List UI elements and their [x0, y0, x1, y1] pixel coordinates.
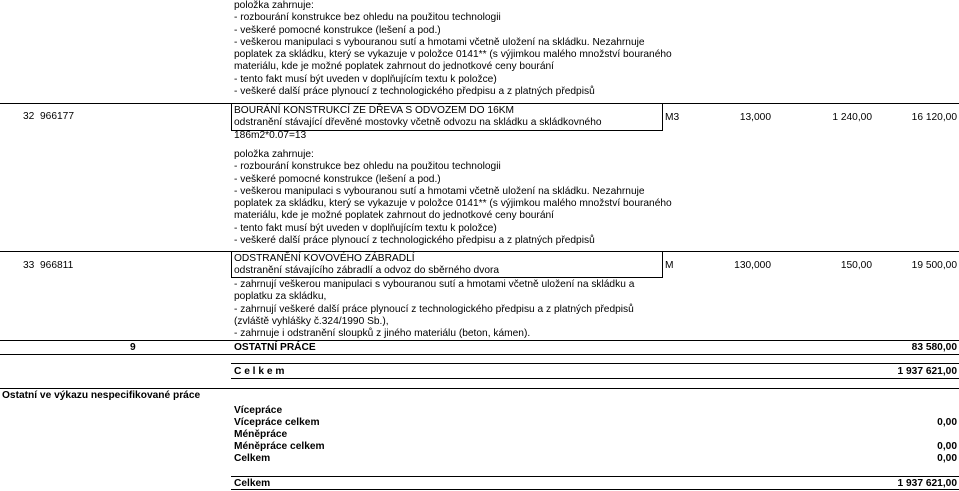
description-line: poplatek za skládku, který se vykazuje v položce 0141** (s výjimkou malého množství bouraného [234, 49, 672, 61]
item-total: 19 500,00 [911, 260, 957, 271]
item-quantity: 130,000 [734, 260, 771, 271]
row-divider [0, 103, 959, 104]
final-total-divider [231, 476, 959, 477]
other-total-value: 0,00 [937, 453, 957, 464]
note-line: - zahrnují veškerou manipulaci s vybouranou sutí a hmotami včetně uložení na skládku a [234, 279, 635, 290]
final-total-label: Celkem [234, 478, 271, 489]
item-quantity: 13,000 [739, 112, 771, 123]
item-unit: M [665, 260, 674, 271]
item-total: 16 120,00 [911, 112, 957, 123]
item-notes [234, 149, 672, 247]
less-work-total-value: 0,00 [937, 441, 957, 452]
final-total-value: 1 937 621,00 [897, 478, 957, 489]
item-code: 966177 [40, 111, 74, 122]
note-line: - veškeré další práce plynoucí z technologického předpisu a z platných předpisů [234, 235, 595, 247]
note-line: - rozbourání konstrukce bez ohledu na použitou technologii [234, 161, 501, 173]
item-subtitle: odstranění stávající dřevěné mostovky včetně odvozu na skládku a skládkovného [234, 117, 602, 128]
description-line: - tento fakt musí být uveden v doplňujícím textu k položce) [234, 73, 497, 85]
note-line: poplatek za skládku, který se vykazuje v položce 0141** (s výjimkou malého množství bouraného [234, 198, 672, 210]
grand-total-label: C e l k e m [234, 366, 285, 377]
description-line: - veškeré pomocné konstrukce (lešení a pod.) [234, 24, 441, 36]
grand-total-value: 1 937 621,00 [897, 366, 957, 377]
note-line: (zvláště vyhlášky č.324/1990 Sb.), [234, 315, 389, 327]
item-position: 32 [23, 111, 35, 122]
section-title: OSTATNÍ PRÁCE [234, 342, 316, 353]
description-line: - veškerou manipulaci s vybouranou sutí a hmotami včetně uložení na skládku. Nezahrnuje [234, 36, 645, 48]
item-unit-price: 150,00 [840, 260, 872, 271]
note-line: poplatku za skládku, [234, 291, 327, 303]
section-total: 83 580,00 [911, 342, 957, 353]
item-subtitle: odstranění stávajícího zábradlí a odvoz do sběrného dvora [234, 265, 500, 276]
other-work-label: Ostatní ve výkazu nespecifikované práce [2, 390, 201, 401]
item-title: BOURÁNÍ KONSTRUKCÍ ZE DŘEVA S ODVOZEM DO 16KM [234, 105, 515, 116]
extra-work-label: Vícepráce [234, 405, 283, 416]
note-line: - veškeré pomocné konstrukce (lešení a pod.) [234, 173, 441, 185]
item-formula: 186m2*0.07=13 [234, 130, 307, 141]
description-line: - rozbourání konstrukce bez ohledu na použitou technologii [234, 12, 501, 24]
extra-work-total-value: 0,00 [937, 417, 957, 428]
less-work-label: Méněpráce [234, 429, 288, 440]
item-unit: M3 [665, 112, 680, 123]
grand-total-divider [231, 378, 959, 379]
other-total-label: Celkem [234, 453, 271, 464]
item-code: 966811 [40, 260, 74, 271]
cell-divider [231, 104, 232, 130]
less-work-total-label: Méněpráce celkem [234, 441, 325, 452]
cell-divider [662, 252, 663, 277]
note-line: - veškerou manipulaci s vybouranou sutí a hmotami včetně uložení na skládku. Nezahrnuje [234, 185, 645, 197]
cell-divider [231, 277, 663, 278]
grand-total-divider [231, 363, 959, 364]
item-position: 33 [23, 260, 35, 271]
note-line: - zahrnují veškeré další práce plynoucí z technologického předpisu a z platných předpisů [234, 303, 634, 315]
extra-work-total-label: Vícepráce celkem [234, 417, 320, 428]
section-divider [0, 354, 959, 355]
row-divider [0, 251, 959, 252]
final-total-divider [231, 489, 959, 490]
section-number: 9 [130, 342, 136, 353]
top-description-block [234, 0, 672, 98]
note-line: - tento fakt musí být uveden v doplňujícím textu k položce) [234, 222, 497, 234]
item-notes [234, 279, 634, 340]
cell-divider [662, 104, 663, 130]
note-line: materiálu, kde je možné poplatek zahrnout do jednotkové ceny bourání [234, 210, 554, 222]
item-unit-price: 1 240,00 [832, 112, 872, 123]
description-line: - veškeré další práce plynoucí z technologického předpisu a z platných předpisů [234, 86, 595, 98]
note-line: - zahrnuje i odstranění sloupků z jiného materiálu (beton, kámen). [234, 328, 531, 340]
description-line: položka zahrnuje: [234, 0, 314, 11]
note-line: položka zahrnuje: [234, 149, 314, 160]
description-line: materiálu, kde je možné poplatek zahrnout do jednotkové ceny bourání [234, 61, 554, 73]
cell-divider [231, 252, 232, 277]
section-divider [0, 340, 959, 341]
item-title: ODSTRANĚNÍ KOVOVÉHO ZÁBRADLÍ [234, 253, 415, 264]
other-block-divider [0, 388, 959, 389]
